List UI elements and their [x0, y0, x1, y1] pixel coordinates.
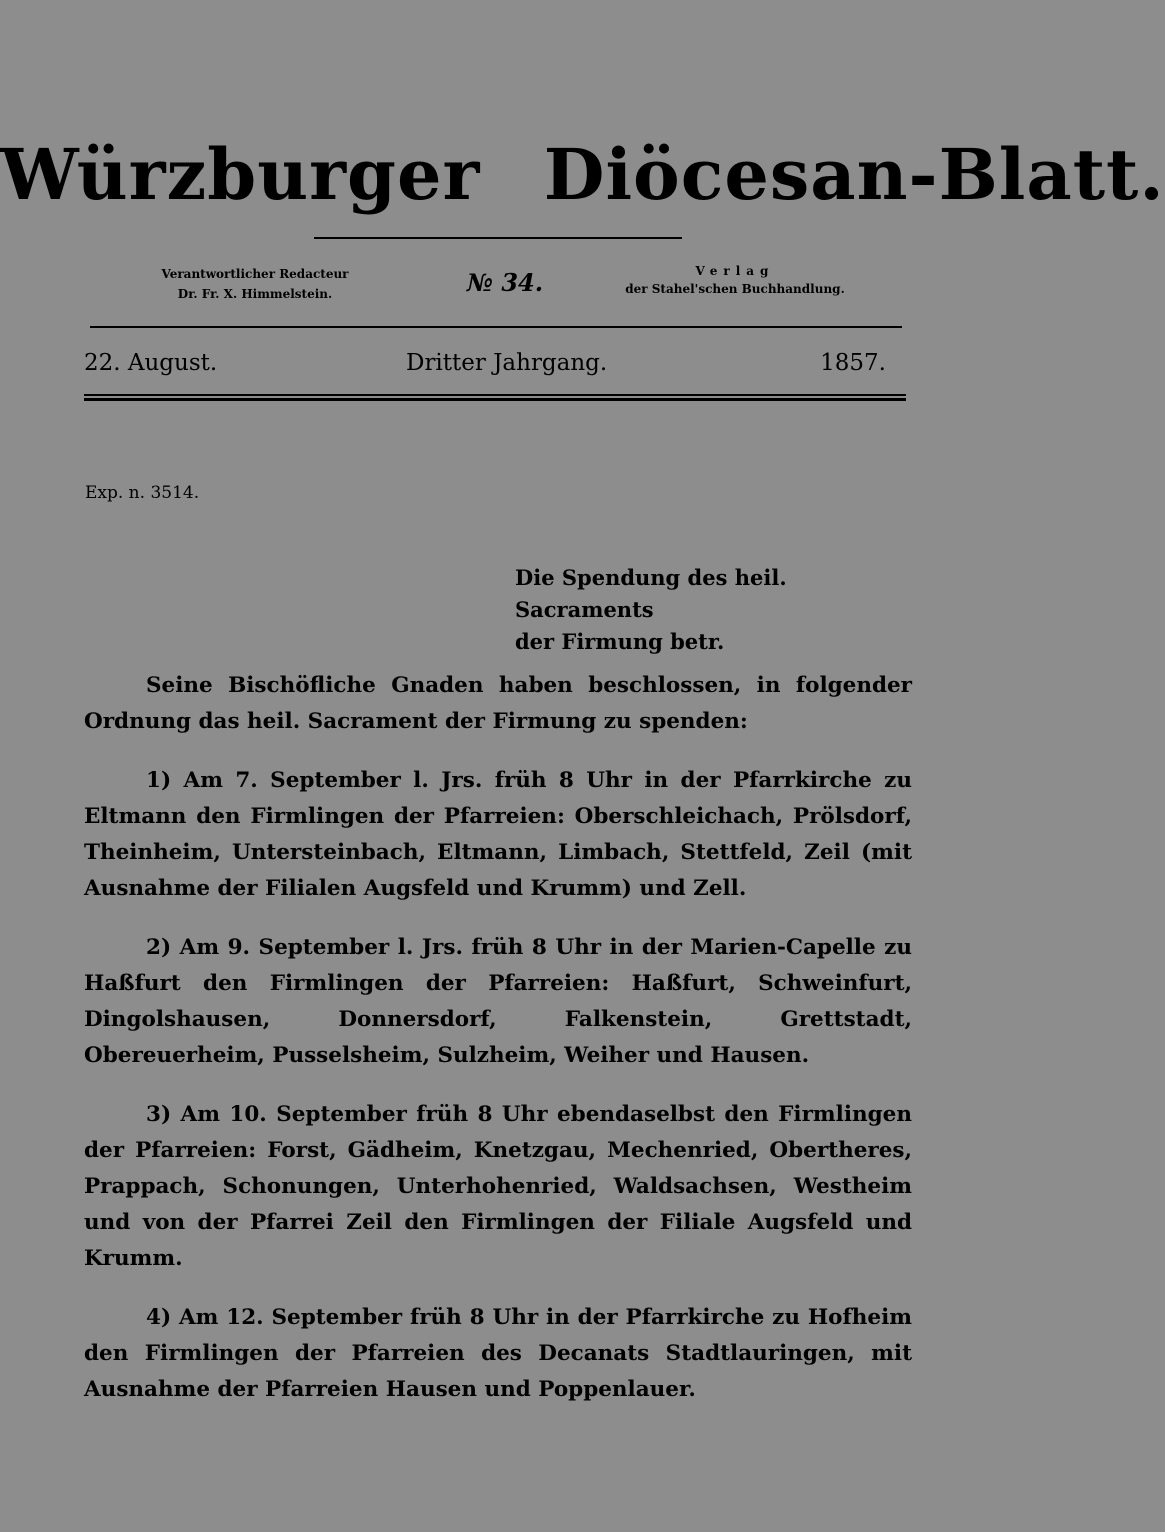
subject-heading [515, 562, 915, 658]
dateline-double-rule [84, 394, 906, 401]
confirmation-item-4: 4) Am 12. September früh 8 Uhr in der Pfarrkirche zu Hofheim den Firmlingen der Pfarreien des Decanats Stadtlauringen, mit Ausnahme der Pfarreien Hausen und Poppenlauer. [84, 1305, 912, 1402]
editor-name: Dr. Fr. X. Himmelstein. [177, 287, 333, 301]
body-text [84, 668, 912, 1431]
masthead-divider [314, 237, 682, 239]
issue-number: № 34. [466, 268, 544, 297]
issue-date: 22. August. [84, 350, 218, 376]
publisher-credit [615, 262, 855, 298]
editor-role: Verantwortlicher Redacteur [161, 267, 349, 281]
confirmation-item-3: 3) Am 10. September früh 8 Uhr ebendaselbst den Firmlingen der Pfarreien: Forst, Gädheim, Knetzgau, Mechenried, Obertheres, Prappach, Schonungen, Unterhohenried, Waldsachsen, Westheim und von der Pfarrei Zeil den Firmlingen der Filiale Augsfeld und Krumm. [84, 1102, 912, 1271]
subject-line-2: der Firmung betr. [515, 629, 725, 654]
intro-paragraph: Seine Bischöfliche Gnaden haben beschlossen, in folgender Ordnung das heil. Sacrament der Firmung zu spenden: [84, 673, 912, 734]
issue-year: 1857. [820, 350, 886, 376]
subject-line-1: Die Spendung des heil. Sacraments [515, 565, 787, 622]
publisher-name: der Stahel'schen Buchhandlung. [625, 282, 845, 296]
dateline [84, 346, 894, 380]
expedition-number: Exp. n. 3514. [85, 483, 200, 503]
confirmation-item-1: 1) Am 7. September l. Jrs. früh 8 Uhr in der Pfarrkirche zu Eltmann den Firmlingen der Pfarreien: Oberschleichach, Prölsdorf, Theinheim, Untersteinbach, Eltmann, Limbach, Stettfeld, Zeil (mit Ausnahme der Filialen Augsfeld und Krumm) und Zell. [84, 768, 912, 901]
header-divider [90, 326, 902, 328]
volume-label: Dritter Jahrgang. [406, 350, 608, 376]
confirmation-item-2: 2) Am 9. September l. Jrs. früh 8 Uhr in der Marien-Capelle zu Haßfurt den Firmlingen der Pfarreien: Haßfurt, Schweinfurt, Dingolshausen, Donnersdorf, Falkenstein, Grettstadt, Obereuerheim, Pusselsheim, Sulzheim, Weiher und Hausen. [84, 935, 912, 1068]
editor-credit [150, 264, 360, 304]
publisher-label: Verlag [695, 264, 775, 278]
masthead-title: Würzburger Diöcesan-Blatt. [0, 133, 1165, 216]
